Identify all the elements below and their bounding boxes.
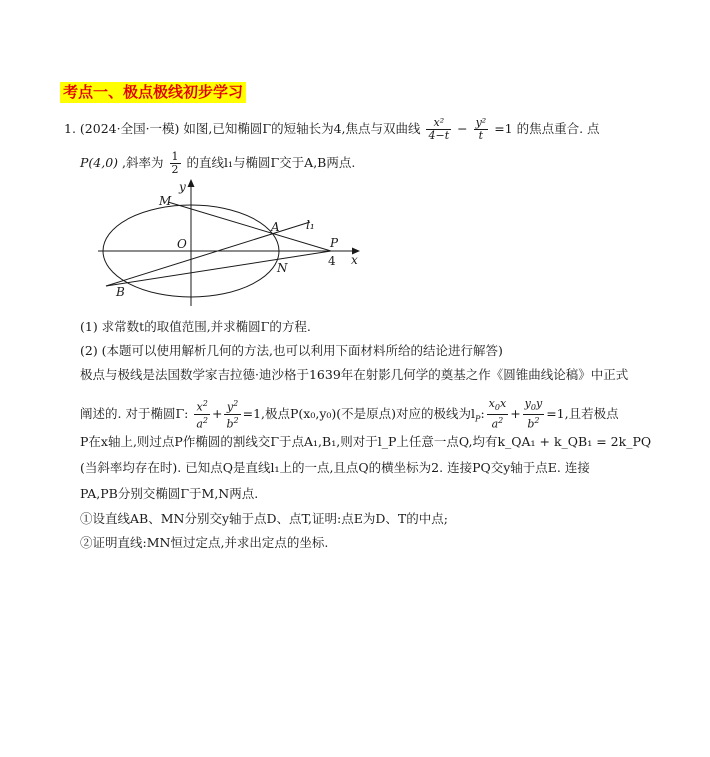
hyperbola-num-2: y²	[475, 116, 487, 129]
problem-line-1	[64, 117, 600, 142]
material-line-5: PA,PB分别交椭圆Γ于M,N两点.	[80, 486, 259, 501]
problem-number: 1.	[64, 121, 76, 136]
slope-num: 1	[171, 150, 179, 163]
point-p: P(4,0)	[80, 155, 119, 170]
section-heading: 考点一、极点极线初步学习	[60, 82, 246, 103]
problem-line-2	[80, 151, 355, 176]
polar-frac-y: $\frac{y_0y}{b^2}$	[524, 397, 543, 431]
material-line-4: (当斜率均存在时). 已知点Q是直线l₁上的一点,且点Q的横坐标为2. 连接PQ交y轴于点E. 连接	[80, 460, 590, 475]
label-m: M	[159, 194, 172, 208]
ellipse-figure	[88, 176, 378, 306]
material-line-1: 极点与极线是法国数学家吉拉德·迪沙格于1639年在射影几何学的奠基之作《圆锥曲线论稿》中正式	[80, 367, 629, 382]
y-axis-arrow	[188, 179, 195, 187]
intro-end: 的焦点重合. 点	[516, 121, 600, 136]
material-line-2: 阐述的. 对于椭圆Γ: $\frac{x^2}{a^2}$ + $\frac{y^2}{b^2}$ =1,极点P(x₀,y₀)(不是原点)对应的极线为$l_P$: $\frac{x_0x}{a^2}$ + $\frac{y_0y}{b^2}$ =1,且若极点	[80, 397, 619, 431]
label-a: A	[271, 220, 280, 234]
material-line-3: P在x轴上,则过点P作椭圆的割线交Γ于点A₁,B₁,则对于l_P上任意一点Q,均有k_QA₁ + k_QB₁ = 2k_PQ	[80, 434, 652, 449]
line-bp	[106, 251, 331, 286]
ellipse-frac-x: $\frac{x^2}{a^2}$	[196, 399, 208, 431]
line-text: 的直线l₁与椭圆Γ交于A,B两点.	[186, 155, 356, 170]
material-2a: 阐述的. 对于椭圆Γ:	[80, 405, 189, 421]
label-y: y	[179, 180, 186, 194]
ellipse-frac-y: $\frac{y^2}{b^2}$	[226, 399, 239, 431]
slope-text: ,斜率为	[122, 155, 164, 170]
problem-source: (2024·全国·一模)	[79, 121, 180, 136]
slope-den: 2	[171, 163, 179, 176]
hyperbola-den-2: t	[478, 129, 484, 142]
label-p: P	[330, 236, 339, 250]
slope-fraction	[170, 151, 181, 176]
hyperbola-term-2	[474, 117, 489, 142]
hyperbola-term-1	[426, 117, 451, 142]
minus-sign: −	[457, 121, 468, 136]
hyperbola-num-1: x²	[426, 117, 451, 130]
hyperbola-den-1: 4−t	[428, 129, 450, 142]
label-four: 4	[328, 254, 336, 268]
label-n: N	[277, 261, 288, 275]
label-o: O	[177, 237, 187, 251]
label-l1: l₁	[306, 218, 315, 232]
question-2: (2) (本题可以使用解析几何的方法,也可以利用下面材料所给的结论进行解答)	[80, 343, 503, 358]
sub-question-2: ②证明直线:MN恒过定点,并求出定点的坐标.	[80, 535, 329, 550]
material-2c: ,且若极点	[564, 405, 619, 421]
question-1: (1) 求常数t的取值范围,并求椭圆Γ的方程.	[80, 319, 311, 334]
material-2b: ,极点P(x₀,y₀)(不是原点)对应的极线为l	[261, 405, 476, 421]
sub-question-1: ①设直线AB、MN分别交y轴于点D、点T,证明:点E为D、T的中点;	[80, 511, 448, 526]
label-x: x	[351, 253, 358, 267]
label-b: B	[116, 285, 125, 299]
problem-intro: 如图,已知椭圆Γ的短轴长为4,焦点与双曲线	[183, 121, 421, 136]
polar-frac-x: $\frac{x_0x}{a^2}$	[488, 397, 507, 431]
equals-one: =1	[494, 121, 513, 136]
